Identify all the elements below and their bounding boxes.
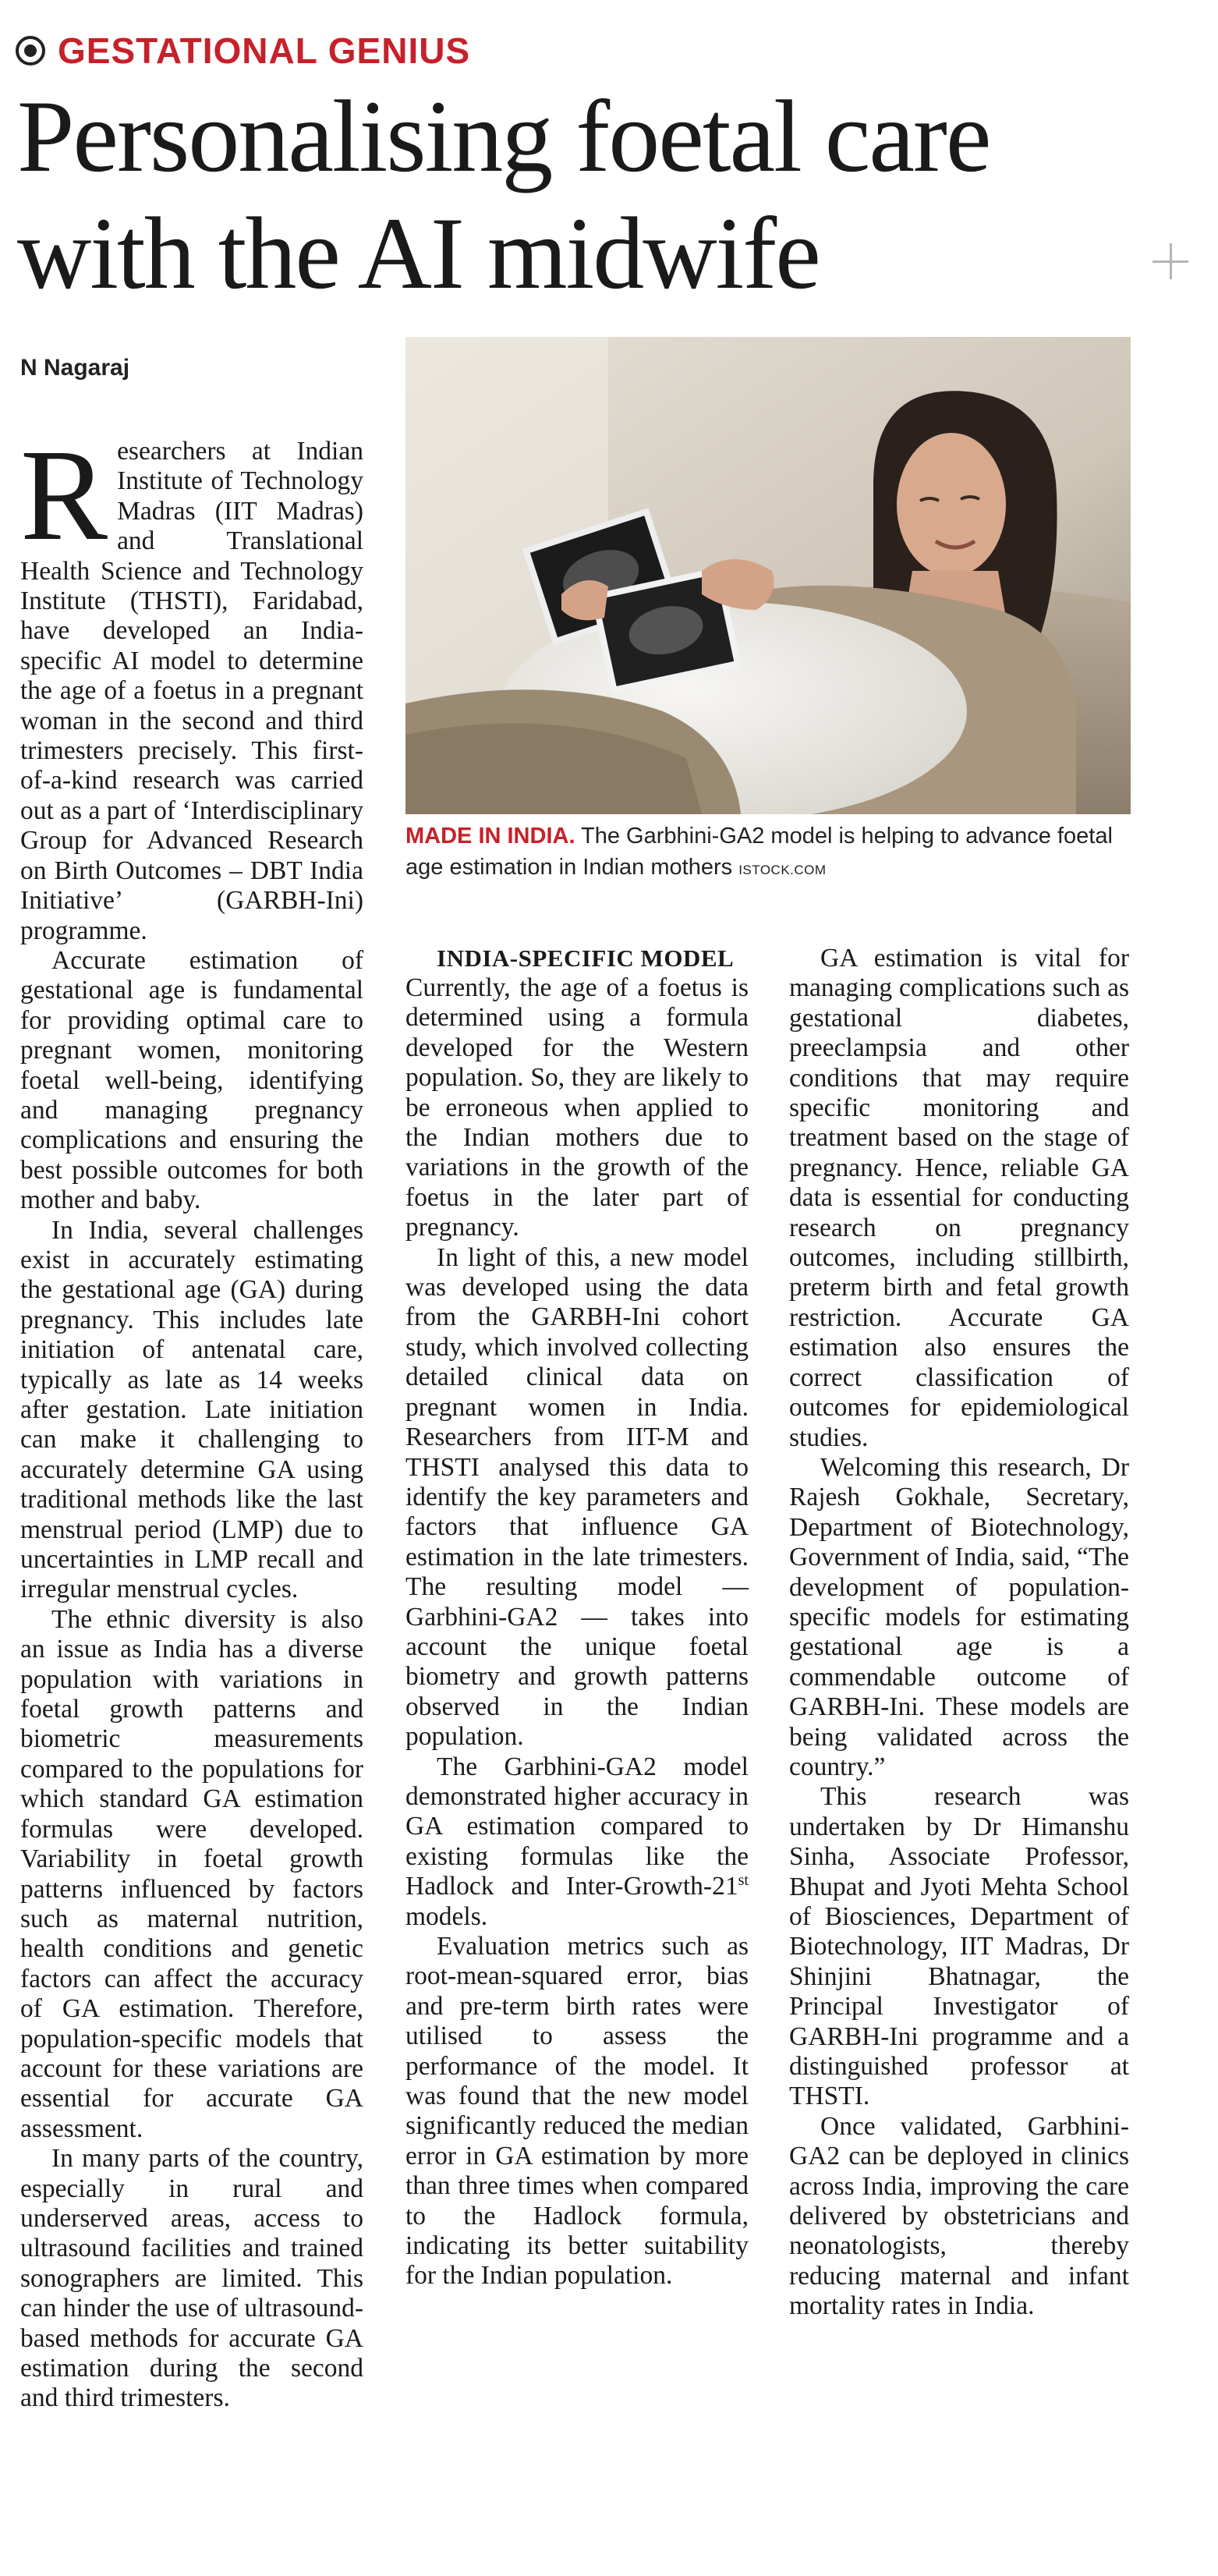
paragraph-text: esearchers at Indian Institute of Technology Madras (IIT Madras) and Translational Health Science and Technology Institute (THSTI), Faridabad, have developed an India-specific AI model to determine the age of a foetus in a pregnant woman in the second and third trimesters precisely. This first-of-a-kind research was carried out as a part of ‘Interdisciplinary Group for Advanced Research on Birth Outcomes – DBT India Initiative’ (GARBH-Ini) programme.: [20, 437, 363, 945]
photo-caption: [405, 820, 1131, 886]
pregnant-woman-photo-illustration: [405, 337, 1131, 814]
paragraph: [405, 1752, 749, 1932]
section-subhead: INDIA-SPECIFIC MODEL: [437, 944, 735, 972]
paragraph: In light of this, a new model was developed using the data from the GARBH-Ini cohort study, which involved collecting detailed clinical data on pregnant women in India. Researchers from IIT-M and THSTI analysed this data to identify the key parameters and factors that influence GA estimation in the late trimesters. The resulting model — Garbhini-GA2 — takes into account the unique foetal biometry and growth patterns observed in the Indian population.: [405, 1242, 749, 1752]
kicker-label: GESTATIONAL GENIUS: [58, 30, 471, 71]
superscript: st: [738, 1872, 749, 1890]
paragraph: GA estimation is vital for managing complications such as gestational diabetes, preeclampsia and other conditions that may require specific monitoring and treatment based on the stage of pregnancy. Hence, reliable GA data is essential for conducting research on pregnancy outcomes, including stillbirth, preterm birth and fetal growth restriction. Accurate GA estimation also ensures the correct classification of outcomes for epidemiological studies.: [789, 944, 1129, 1452]
paragraph: Once validated, Garbhini-GA2 can be deployed in clinics across India, improving the care delivered by obstetricians and neonatologists, thereby reducing maternal and infant mortality rates in India.: [789, 2111, 1129, 2321]
paragraph: Accurate estimation of gestational age is fundamental for providing optimal care to pregnant women, monitoring foetal well-being, identifying and managing pregnancy complications and ensuring the best possible outcomes for both mother and baby.: [20, 945, 363, 1215]
paragraph: [20, 423, 363, 946]
paragraph-text: The Garbhini-GA2 model demonstrated higher accuracy in GA estimation compared to existing formulas like the Hadlock and Inter-Growth-21: [405, 1752, 749, 1901]
paragraph: In India, several challenges exist in accurately estimating the gestational age (GA) during pregnancy. This includes late initiation of antenatal care, typically as late as 14 weeks after gestation. Late initiation can make it challenging to accurately determine GA using traditional methods like the last menstrual period (LMP) due to uncertainties in LMP recall and irregular menstrual cycles.: [20, 1215, 363, 1604]
article-column-1: [20, 423, 364, 2414]
section-kicker: [16, 30, 470, 72]
plus-icon[interactable]: [1143, 234, 1198, 289]
drop-cap: R: [20, 423, 108, 568]
caption-text: The Garbhini-GA2 model is helping to advance foetal age estimation in Indian mothers: [405, 824, 1113, 880]
article-column-2: [405, 944, 749, 2291]
article-photo: [405, 337, 1131, 814]
paragraph: Welcoming this research, Dr Rajesh Gokhale, Secretary, Department of Biotechnology, Government of India, said, “The development of population-specific models for estimating gestational age is a commendable outcome of GARBH-Ini. These models are being validated across the country.”: [789, 1452, 1129, 1781]
paragraph-continued: Evaluation metrics such as root-mean-squared error, bias and pre-term birth rates were utilised to assess the performance of the model. It was found that the new model significantly reduced the median error in GA estimation by more than three times when compared to the Hadlock formula, indicating its better suitability for the Indian population.: [405, 1932, 749, 2291]
photo-credit: ISTOCK.COM: [738, 863, 827, 877]
paragraph-text: models.: [405, 1901, 488, 1931]
author-byline: N Nagaraj: [20, 355, 130, 381]
paragraph: The ethnic diversity is also an issue as India has a diverse population with variations in foetal growth patterns and biometric measurements compared to the populations for which standard GA estimation formulas were developed. Variability in foetal growth patterns influenced by factors such as maternal nutrition, health conditions and genetic factors can affect the accuracy of GA estimation. Therefore, population-specific models that account for these variations are essential for accurate GA assessment.: [20, 1604, 363, 2143]
paragraph: Currently, the age of a foetus is determined using a formula developed for the Western population. So, they are likely to be erroneous when applied to the Indian mothers due to variations in the growth of the foetus in the later part of pregnancy.: [405, 973, 749, 1242]
article-column-3: [789, 944, 1129, 2322]
article-headline: Personalising foetal care with the AI midwife: [17, 79, 990, 310]
paragraph: This research was undertaken by Dr Himanshu Sinha, Associate Professor, Bhupat and Jyoti Mehta School of Biosciences, Department of Biotechnology, IIT Madras, Dr Shinjini Bhatnagar, the Principal Investigator of GARBH-Ini programme and a distinguished professor at THSTI.: [789, 1782, 1129, 2111]
target-bullet-icon: [16, 36, 45, 66]
paragraph-continued: In many parts of the country, especially in rural and underserved areas, access to ultrasound facilities and trained sonographers are limited. This can hinder the use of ultrasound-based methods for accurate GA estimation during the second and third trimesters.: [20, 2144, 364, 2413]
caption-lead: MADE IN INDIA.: [405, 824, 575, 849]
